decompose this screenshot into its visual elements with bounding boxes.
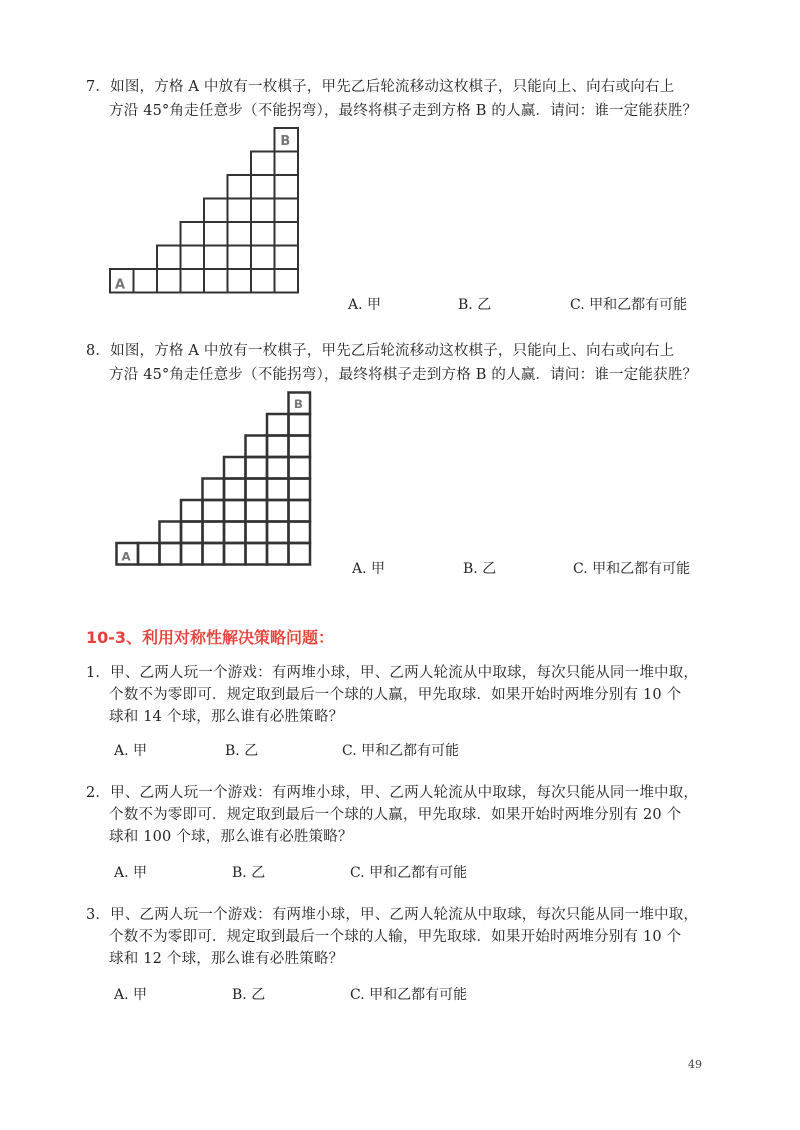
problem-1-text-line-3: 球和 14 个球，那么谁有必胜策略？ bbox=[109, 709, 344, 725]
problem-8-grid-cell bbox=[267, 543, 289, 565]
problem-8-grid-cell bbox=[289, 414, 311, 436]
problem-8-grid-cell bbox=[246, 436, 268, 458]
problem-8-grid-cell bbox=[160, 522, 182, 544]
problem-8-grid-cell bbox=[246, 522, 268, 544]
problem-7-grid-cell bbox=[134, 269, 158, 293]
problem-7-grid-cell bbox=[204, 199, 228, 223]
problem-7-grid-cell bbox=[204, 246, 228, 270]
problem-1-option-a[interactable]: A. 甲 bbox=[114, 743, 148, 759]
problem-8-grid-cell bbox=[289, 436, 311, 458]
problem-3-text-line-3: 球和 12 个球，那么谁有必胜策略？ bbox=[109, 951, 344, 967]
problem-1-option-c[interactable]: C. 甲和乙都有可能 bbox=[342, 743, 460, 759]
problem-8-grid-cell bbox=[246, 500, 268, 522]
problem-2-text-line-2: 个数不为零即可．规定取到最后一个球的人赢，甲先取球．如果开始时两堆分别有 20 个 bbox=[109, 807, 682, 823]
problem-7-text-line-2: 方沿 45°角走任意步（不能拐弯），最终将棋子走到方格 B 的人赢．请问：谁一定能获胜？ bbox=[109, 103, 698, 119]
problem-7-grid-cell bbox=[251, 246, 275, 270]
problem-7-grid-end-label: B bbox=[280, 133, 291, 149]
problem-8-option-a[interactable]: A. 甲 bbox=[352, 561, 386, 577]
problem-7-staircase-grid bbox=[108, 126, 303, 308]
problem-2-option-a[interactable]: A. 甲 bbox=[114, 865, 148, 881]
problem-8-grid-cell bbox=[289, 457, 311, 479]
page-number: 49 bbox=[688, 1058, 702, 1071]
problem-7-grid-cell bbox=[228, 246, 252, 270]
problem-2-text-line-1: 2．甲、乙两人玩一个游戏：有两堆小球，甲、乙两人轮流从中取球，每次只能从同一堆中取， bbox=[86, 785, 699, 801]
problem-8-grid-cell bbox=[246, 543, 268, 565]
problem-7-grid-cell bbox=[228, 222, 252, 246]
problem-3-text-line-1: 3．甲、乙两人玩一个游戏：有两堆小球，甲、乙两人轮流从中取球，每次只能从同一堆中取， bbox=[86, 907, 699, 923]
problem-1-text-line-2: 个数不为零即可．规定取到最后一个球的人赢，甲先取球．如果开始时两堆分别有 10 个 bbox=[109, 687, 682, 703]
problem-8-grid-cell bbox=[160, 543, 182, 565]
problem-8-grid-cell bbox=[224, 479, 246, 501]
problem-7-grid-cell bbox=[204, 222, 228, 246]
problem-8-grid-cell bbox=[224, 457, 246, 479]
problem-8-option-b[interactable]: B. 乙 bbox=[463, 561, 497, 577]
problem-7-grid-cell bbox=[157, 246, 181, 270]
problem-8-grid-cell bbox=[181, 500, 203, 522]
problem-1-option-b[interactable]: B. 乙 bbox=[225, 743, 259, 759]
problem-7-grid-cell bbox=[275, 199, 299, 223]
problem-7-grid-cell bbox=[251, 199, 275, 223]
problem-3-option-b[interactable]: B. 乙 bbox=[232, 987, 266, 1003]
problem-8-grid-start-label: A bbox=[121, 549, 131, 564]
problem-7-option-a[interactable]: A. 甲 bbox=[348, 297, 382, 313]
problem-7-grid-start-label: A bbox=[115, 277, 125, 293]
problem-7-grid-cell bbox=[275, 269, 299, 293]
problem-8-grid-cell bbox=[181, 522, 203, 544]
problem-8-grid-cell bbox=[289, 543, 311, 565]
problem-1-text-line-1: 1．甲、乙两人玩一个游戏：有两堆小球，甲、乙两人轮流从中取球，每次只能从同一堆中取， bbox=[86, 665, 699, 681]
problem-7-grid-cell bbox=[251, 152, 275, 176]
problem-8-grid-cell bbox=[267, 436, 289, 458]
problem-8-grid-cell bbox=[203, 522, 225, 544]
problem-8-grid-cell bbox=[267, 500, 289, 522]
problem-3-text-line-2: 个数不为零即可．规定取到最后一个球的人输，甲先取球．如果开始时两堆分别有 10 个 bbox=[109, 929, 682, 945]
problem-8-grid-cell bbox=[246, 457, 268, 479]
problem-7-grid-cell bbox=[275, 152, 299, 176]
problem-8-grid-cell bbox=[203, 479, 225, 501]
problem-8-grid-cell bbox=[181, 543, 203, 565]
problem-8-grid-cell bbox=[246, 479, 268, 501]
problem-7-grid-cell bbox=[157, 269, 181, 293]
problem-3-option-a[interactable]: A. 甲 bbox=[114, 987, 148, 1003]
problem-7-grid-cell bbox=[275, 246, 299, 270]
problem-8-grid-cell bbox=[267, 414, 289, 436]
problem-8-text-line-2: 方沿 45°角走任意步（不能拐弯），最终将棋子走到方格 B 的人赢．请问：谁一定能获胜？ bbox=[109, 367, 698, 383]
problem-7-option-c[interactable]: C. 甲和乙都有可能 bbox=[570, 297, 688, 313]
problem-7-grid-cell bbox=[228, 175, 252, 199]
problem-8-grid-cell bbox=[289, 500, 311, 522]
problem-8-grid-cell bbox=[224, 543, 246, 565]
problem-7-text-line-1: 7．如图，方格 A 中放有一枚棋子，甲先乙后轮流移动这枚棋子，只能向上、向右或向右上 bbox=[86, 79, 675, 95]
problem-7-grid-cell bbox=[251, 269, 275, 293]
problem-7-grid-cell bbox=[228, 199, 252, 223]
problem-7-grid-cell bbox=[275, 175, 299, 199]
problem-7-grid-cell bbox=[181, 269, 205, 293]
problem-2-option-c[interactable]: C. 甲和乙都有可能 bbox=[350, 865, 468, 881]
problem-7-option-b[interactable]: B. 乙 bbox=[458, 297, 492, 313]
problem-8-grid-cell bbox=[267, 522, 289, 544]
problem-7-grid-cell bbox=[275, 222, 299, 246]
problem-7-grid-cell bbox=[204, 269, 228, 293]
problem-8-grid-cell bbox=[224, 500, 246, 522]
problem-7-grid-cell bbox=[251, 222, 275, 246]
problem-8-grid-cell bbox=[267, 457, 289, 479]
problem-3-option-c[interactable]: C. 甲和乙都有可能 bbox=[350, 987, 468, 1003]
problem-8-grid-cell bbox=[138, 543, 160, 565]
problem-7-grid-cell bbox=[181, 246, 205, 270]
problem-8-grid-cell bbox=[267, 479, 289, 501]
problem-2-text-line-3: 球和 100 个球，那么谁有必胜策略？ bbox=[109, 829, 353, 845]
problem-8-grid-end-label: B bbox=[293, 396, 303, 411]
problem-8-grid-cell bbox=[203, 543, 225, 565]
problem-8-staircase-grid bbox=[114, 390, 314, 570]
problem-8-grid-cell bbox=[203, 500, 225, 522]
section-title: 10-3、利用对称性解决策略问题： bbox=[86, 628, 335, 647]
problem-8-grid-cell bbox=[289, 522, 311, 544]
problem-7-grid-cell bbox=[228, 269, 252, 293]
problem-8-text-line-1: 8．如图，方格 A 中放有一枚棋子，甲先乙后轮流移动这枚棋子，只能向上、向右或向右上 bbox=[86, 343, 675, 359]
problem-8-grid-cell bbox=[224, 522, 246, 544]
problem-7-grid-cell bbox=[251, 175, 275, 199]
problem-2-option-b[interactable]: B. 乙 bbox=[232, 865, 266, 881]
problem-7-grid-cell bbox=[181, 222, 205, 246]
problem-8-grid-cell bbox=[289, 479, 311, 501]
problem-8-option-c[interactable]: C. 甲和乙都有可能 bbox=[573, 561, 691, 577]
